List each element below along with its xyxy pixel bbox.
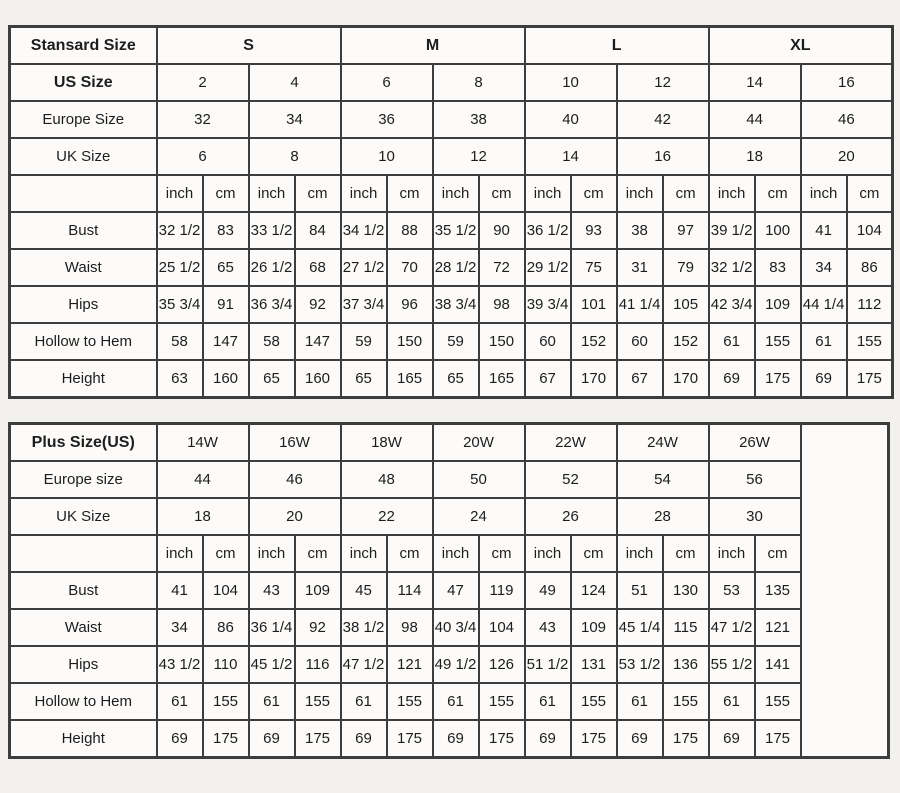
- row-label: Waist: [10, 249, 157, 286]
- measure-value-cell: 75: [571, 249, 617, 286]
- measure-value-cell: 69: [617, 720, 663, 758]
- measure-value-cell: 43: [525, 609, 571, 646]
- size-row: [10, 64, 893, 101]
- measure-value-cell: 59: [433, 323, 479, 360]
- size-value-cell: 46: [249, 461, 341, 498]
- unit-cell-inch: inch: [249, 175, 295, 212]
- measure-value-cell: 69: [709, 360, 755, 398]
- measure-value-cell: 119: [479, 572, 525, 609]
- unit-cell-inch: inch: [525, 535, 571, 572]
- unit-cell-inch: inch: [709, 535, 755, 572]
- size-value-cell: 50: [433, 461, 525, 498]
- measure-value-cell: 121: [755, 609, 801, 646]
- measure-value-cell: 55 1/2: [709, 646, 755, 683]
- plus-size-table: [8, 422, 890, 759]
- unit-cell-cm: cm: [387, 535, 433, 572]
- measure-row: [10, 720, 889, 758]
- measure-row: [10, 249, 893, 286]
- measure-value-cell: 40 3/4: [433, 609, 479, 646]
- measure-value-cell: 98: [387, 609, 433, 646]
- measure-value-cell: 25 1/2: [157, 249, 203, 286]
- measure-value-cell: 44 1/4: [801, 286, 847, 323]
- size-row: [10, 138, 893, 175]
- measure-value-cell: 160: [295, 360, 341, 398]
- measure-value-cell: 41: [801, 212, 847, 249]
- size-value-cell: 26: [525, 498, 617, 535]
- size-value-cell: 6: [157, 138, 249, 175]
- size-value-cell: 52: [525, 461, 617, 498]
- size-value-cell: 32: [157, 101, 249, 138]
- size-value-cell: 4: [249, 64, 341, 101]
- row-label: US Size: [10, 64, 157, 101]
- size-group-header-22w: 22W: [525, 424, 617, 462]
- unit-cell-inch: inch: [341, 535, 387, 572]
- measure-value-cell: 51: [617, 572, 663, 609]
- measure-value-cell: 61: [433, 683, 479, 720]
- size-value-cell: 44: [157, 461, 249, 498]
- measure-value-cell: 155: [387, 683, 433, 720]
- measure-value-cell: 124: [571, 572, 617, 609]
- measure-value-cell: 72: [479, 249, 525, 286]
- size-value-cell: 14: [525, 138, 617, 175]
- measure-value-cell: 152: [571, 323, 617, 360]
- measure-value-cell: 155: [847, 323, 893, 360]
- size-row: [10, 101, 893, 138]
- row-label: UK Size: [10, 138, 157, 175]
- size-value-cell: 28: [617, 498, 709, 535]
- unit-cell-cm: cm: [387, 175, 433, 212]
- measure-value-cell: 69: [341, 720, 387, 758]
- size-value-cell: 54: [617, 461, 709, 498]
- size-row: [10, 498, 889, 535]
- measure-value-cell: 38 3/4: [433, 286, 479, 323]
- unit-cell-cm: cm: [847, 175, 893, 212]
- measure-value-cell: 65: [203, 249, 249, 286]
- size-value-cell: 46: [801, 101, 893, 138]
- measure-value-cell: 150: [387, 323, 433, 360]
- size-value-cell: 18: [709, 138, 801, 175]
- measure-value-cell: 88: [387, 212, 433, 249]
- size-group-header-24w: 24W: [617, 424, 709, 462]
- unit-cell-cm: cm: [295, 535, 341, 572]
- row-label: Europe size: [10, 461, 157, 498]
- measure-value-cell: 104: [203, 572, 249, 609]
- measure-value-cell: 175: [571, 720, 617, 758]
- measure-value-cell: 155: [663, 683, 709, 720]
- measure-value-cell: 126: [479, 646, 525, 683]
- unit-cell-cm: cm: [295, 175, 341, 212]
- unit-cell-inch: inch: [157, 535, 203, 572]
- measure-value-cell: 96: [387, 286, 433, 323]
- size-value-cell: 22: [341, 498, 433, 535]
- measure-value-cell: 69: [709, 720, 755, 758]
- measure-value-cell: 47: [433, 572, 479, 609]
- measure-value-cell: 175: [479, 720, 525, 758]
- row-label: Height: [10, 360, 157, 398]
- unit-cell-cm: cm: [479, 175, 525, 212]
- measure-value-cell: 65: [341, 360, 387, 398]
- size-value-cell: 42: [617, 101, 709, 138]
- measure-value-cell: 104: [479, 609, 525, 646]
- measure-value-cell: 131: [571, 646, 617, 683]
- measure-value-cell: 105: [663, 286, 709, 323]
- row-label: UK Size: [10, 498, 157, 535]
- measure-value-cell: 61: [617, 683, 663, 720]
- measure-value-cell: 34 1/2: [341, 212, 387, 249]
- size-value-cell: 12: [617, 64, 709, 101]
- measure-value-cell: 36 1/2: [525, 212, 571, 249]
- size-group-header-16w: 16W: [249, 424, 341, 462]
- measure-value-cell: 39 3/4: [525, 286, 571, 323]
- measure-value-cell: 69: [801, 360, 847, 398]
- size-value-cell: 12: [433, 138, 525, 175]
- measure-value-cell: 39 1/2: [709, 212, 755, 249]
- measure-value-cell: 31: [617, 249, 663, 286]
- unit-cell-inch: inch: [433, 175, 479, 212]
- size-value-cell: 44: [709, 101, 801, 138]
- measure-value-cell: 70: [387, 249, 433, 286]
- size-value-cell: 20: [249, 498, 341, 535]
- measure-value-cell: 41: [157, 572, 203, 609]
- measure-value-cell: 141: [755, 646, 801, 683]
- size-value-cell: 8: [433, 64, 525, 101]
- unit-row: [10, 535, 889, 572]
- measure-value-cell: 58: [249, 323, 295, 360]
- unit-cell-cm: cm: [203, 535, 249, 572]
- measure-value-cell: 114: [387, 572, 433, 609]
- row-label: Bust: [10, 572, 157, 609]
- measure-row: [10, 572, 889, 609]
- measure-value-cell: 155: [295, 683, 341, 720]
- size-value-cell: 24: [433, 498, 525, 535]
- unit-row: [10, 175, 893, 212]
- unit-cell-inch: inch: [433, 535, 479, 572]
- measure-value-cell: 32 1/2: [157, 212, 203, 249]
- size-value-cell: 6: [341, 64, 433, 101]
- measure-value-cell: 45: [341, 572, 387, 609]
- standard-size-table: [8, 25, 894, 399]
- measure-row: [10, 212, 893, 249]
- measure-value-cell: 79: [663, 249, 709, 286]
- measure-value-cell: 170: [663, 360, 709, 398]
- measure-value-cell: 155: [479, 683, 525, 720]
- size-group-header-26w: 26W: [709, 424, 801, 462]
- unit-cell-inch: inch: [341, 175, 387, 212]
- size-group-header-20w: 20W: [433, 424, 525, 462]
- measure-value-cell: 110: [203, 646, 249, 683]
- measure-value-cell: 45 1/4: [617, 609, 663, 646]
- row-label: Hips: [10, 286, 157, 323]
- measure-value-cell: 155: [755, 683, 801, 720]
- row-label: Hollow to Hem: [10, 323, 157, 360]
- measure-value-cell: 93: [571, 212, 617, 249]
- measure-value-cell: 49 1/2: [433, 646, 479, 683]
- measure-value-cell: 65: [249, 360, 295, 398]
- measure-value-cell: 86: [847, 249, 893, 286]
- measure-value-cell: 34: [801, 249, 847, 286]
- unit-cell-cm: cm: [755, 535, 801, 572]
- measure-value-cell: 41 1/4: [617, 286, 663, 323]
- measure-value-cell: 37 3/4: [341, 286, 387, 323]
- measure-value-cell: 175: [847, 360, 893, 398]
- size-value-cell: 38: [433, 101, 525, 138]
- measure-value-cell: 90: [479, 212, 525, 249]
- measure-value-cell: 115: [663, 609, 709, 646]
- measure-value-cell: 165: [479, 360, 525, 398]
- measure-value-cell: 121: [387, 646, 433, 683]
- size-group-header-m: M: [341, 27, 525, 65]
- measure-value-cell: 33 1/2: [249, 212, 295, 249]
- size-group-header-14w: 14W: [157, 424, 249, 462]
- measure-value-cell: 68: [295, 249, 341, 286]
- size-value-cell: 40: [525, 101, 617, 138]
- measure-row: [10, 360, 893, 398]
- measure-value-cell: 100: [755, 212, 801, 249]
- measure-value-cell: 155: [571, 683, 617, 720]
- unit-cell-inch: inch: [157, 175, 203, 212]
- measure-value-cell: 47 1/2: [341, 646, 387, 683]
- size-value-cell: 10: [525, 64, 617, 101]
- size-value-cell: 56: [709, 461, 801, 498]
- row-label: Waist: [10, 609, 157, 646]
- measure-value-cell: 112: [847, 286, 893, 323]
- measure-value-cell: 92: [295, 609, 341, 646]
- measure-value-cell: 36 3/4: [249, 286, 295, 323]
- unit-cell-cm: cm: [571, 535, 617, 572]
- measure-value-cell: 61: [709, 323, 755, 360]
- measure-value-cell: 27 1/2: [341, 249, 387, 286]
- measure-value-cell: 53: [709, 572, 755, 609]
- measure-value-cell: 86: [203, 609, 249, 646]
- corner-label: Plus Size(US): [10, 424, 157, 462]
- size-group-header-l: L: [525, 27, 709, 65]
- measure-value-cell: 61: [157, 683, 203, 720]
- size-value-cell: 2: [157, 64, 249, 101]
- measure-row: [10, 323, 893, 360]
- unit-row-label: [10, 535, 157, 572]
- size-value-cell: 18: [157, 498, 249, 535]
- measure-value-cell: 47 1/2: [709, 609, 755, 646]
- corner-label: Stansard Size: [10, 27, 157, 65]
- measure-value-cell: 165: [387, 360, 433, 398]
- measure-value-cell: 109: [755, 286, 801, 323]
- measure-value-cell: 61: [249, 683, 295, 720]
- measure-value-cell: 61: [801, 323, 847, 360]
- measure-value-cell: 63: [157, 360, 203, 398]
- measure-value-cell: 84: [295, 212, 341, 249]
- measure-value-cell: 61: [709, 683, 755, 720]
- size-group-header-18w: 18W: [341, 424, 433, 462]
- row-label: Europe Size: [10, 101, 157, 138]
- measure-value-cell: 60: [617, 323, 663, 360]
- measure-value-cell: 92: [295, 286, 341, 323]
- header-row: [10, 27, 893, 65]
- measure-value-cell: 28 1/2: [433, 249, 479, 286]
- measure-value-cell: 38 1/2: [341, 609, 387, 646]
- measure-value-cell: 104: [847, 212, 893, 249]
- measure-value-cell: 155: [203, 683, 249, 720]
- measure-value-cell: 109: [571, 609, 617, 646]
- measure-value-cell: 26 1/2: [249, 249, 295, 286]
- measure-value-cell: 136: [663, 646, 709, 683]
- measure-value-cell: 175: [663, 720, 709, 758]
- measure-value-cell: 147: [203, 323, 249, 360]
- measure-value-cell: 91: [203, 286, 249, 323]
- size-value-cell: 34: [249, 101, 341, 138]
- unit-row-label: [10, 175, 157, 212]
- measure-value-cell: 49: [525, 572, 571, 609]
- measure-value-cell: 43: [249, 572, 295, 609]
- measure-value-cell: 58: [157, 323, 203, 360]
- size-value-cell: 10: [341, 138, 433, 175]
- measure-value-cell: 32 1/2: [709, 249, 755, 286]
- measure-value-cell: 175: [295, 720, 341, 758]
- unit-cell-inch: inch: [617, 535, 663, 572]
- size-value-cell: 14: [709, 64, 801, 101]
- size-value-cell: 36: [341, 101, 433, 138]
- measure-value-cell: 45 1/2: [249, 646, 295, 683]
- measure-value-cell: 116: [295, 646, 341, 683]
- measure-value-cell: 43 1/2: [157, 646, 203, 683]
- unit-cell-inch: inch: [617, 175, 663, 212]
- measure-value-cell: 160: [203, 360, 249, 398]
- measure-value-cell: 101: [571, 286, 617, 323]
- measure-value-cell: 42 3/4: [709, 286, 755, 323]
- measure-value-cell: 69: [249, 720, 295, 758]
- measure-value-cell: 34: [157, 609, 203, 646]
- measure-value-cell: 155: [755, 323, 801, 360]
- size-value-cell: 16: [801, 64, 893, 101]
- measure-value-cell: 98: [479, 286, 525, 323]
- unit-cell-cm: cm: [479, 535, 525, 572]
- unit-cell-cm: cm: [203, 175, 249, 212]
- measure-value-cell: 61: [525, 683, 571, 720]
- measure-value-cell: 175: [755, 360, 801, 398]
- measure-value-cell: 35 1/2: [433, 212, 479, 249]
- measure-value-cell: 38: [617, 212, 663, 249]
- measure-value-cell: 53 1/2: [617, 646, 663, 683]
- size-group-header-xl: XL: [709, 27, 893, 65]
- measure-value-cell: 69: [433, 720, 479, 758]
- header-row: [10, 424, 889, 462]
- measure-value-cell: 29 1/2: [525, 249, 571, 286]
- measure-value-cell: 69: [525, 720, 571, 758]
- unit-cell-inch: inch: [801, 175, 847, 212]
- size-value-cell: 48: [341, 461, 433, 498]
- measure-value-cell: 175: [755, 720, 801, 758]
- measure-value-cell: 65: [433, 360, 479, 398]
- measure-row: [10, 683, 889, 720]
- row-label: Bust: [10, 212, 157, 249]
- measure-value-cell: 175: [203, 720, 249, 758]
- measure-value-cell: 51 1/2: [525, 646, 571, 683]
- size-value-cell: 20: [801, 138, 893, 175]
- row-label: Hollow to Hem: [10, 683, 157, 720]
- measure-row: [10, 609, 889, 646]
- measure-row: [10, 286, 893, 323]
- measure-value-cell: 109: [295, 572, 341, 609]
- row-label: Hips: [10, 646, 157, 683]
- unit-cell-inch: inch: [249, 535, 295, 572]
- measure-value-cell: 61: [341, 683, 387, 720]
- size-value-cell: 16: [617, 138, 709, 175]
- size-value-cell: 8: [249, 138, 341, 175]
- measure-value-cell: 152: [663, 323, 709, 360]
- measure-value-cell: 67: [617, 360, 663, 398]
- measure-value-cell: 69: [157, 720, 203, 758]
- row-label: Height: [10, 720, 157, 758]
- measure-value-cell: 175: [387, 720, 433, 758]
- unit-cell-cm: cm: [663, 175, 709, 212]
- measure-value-cell: 147: [295, 323, 341, 360]
- unit-cell-cm: cm: [755, 175, 801, 212]
- size-group-header-s: S: [157, 27, 341, 65]
- measure-value-cell: 59: [341, 323, 387, 360]
- unit-cell-cm: cm: [571, 175, 617, 212]
- measure-value-cell: 135: [755, 572, 801, 609]
- unit-cell-inch: inch: [709, 175, 755, 212]
- measure-value-cell: 35 3/4: [157, 286, 203, 323]
- unit-cell-inch: inch: [525, 175, 571, 212]
- measure-value-cell: 36 1/4: [249, 609, 295, 646]
- size-value-cell: 30: [709, 498, 801, 535]
- measure-value-cell: 60: [525, 323, 571, 360]
- measure-value-cell: 150: [479, 323, 525, 360]
- empty-right-cell: [801, 424, 889, 758]
- measure-value-cell: 83: [755, 249, 801, 286]
- size-row: [10, 461, 889, 498]
- measure-value-cell: 170: [571, 360, 617, 398]
- measure-value-cell: 97: [663, 212, 709, 249]
- measure-value-cell: 67: [525, 360, 571, 398]
- measure-row: [10, 646, 889, 683]
- unit-cell-cm: cm: [663, 535, 709, 572]
- measure-value-cell: 83: [203, 212, 249, 249]
- measure-value-cell: 130: [663, 572, 709, 609]
